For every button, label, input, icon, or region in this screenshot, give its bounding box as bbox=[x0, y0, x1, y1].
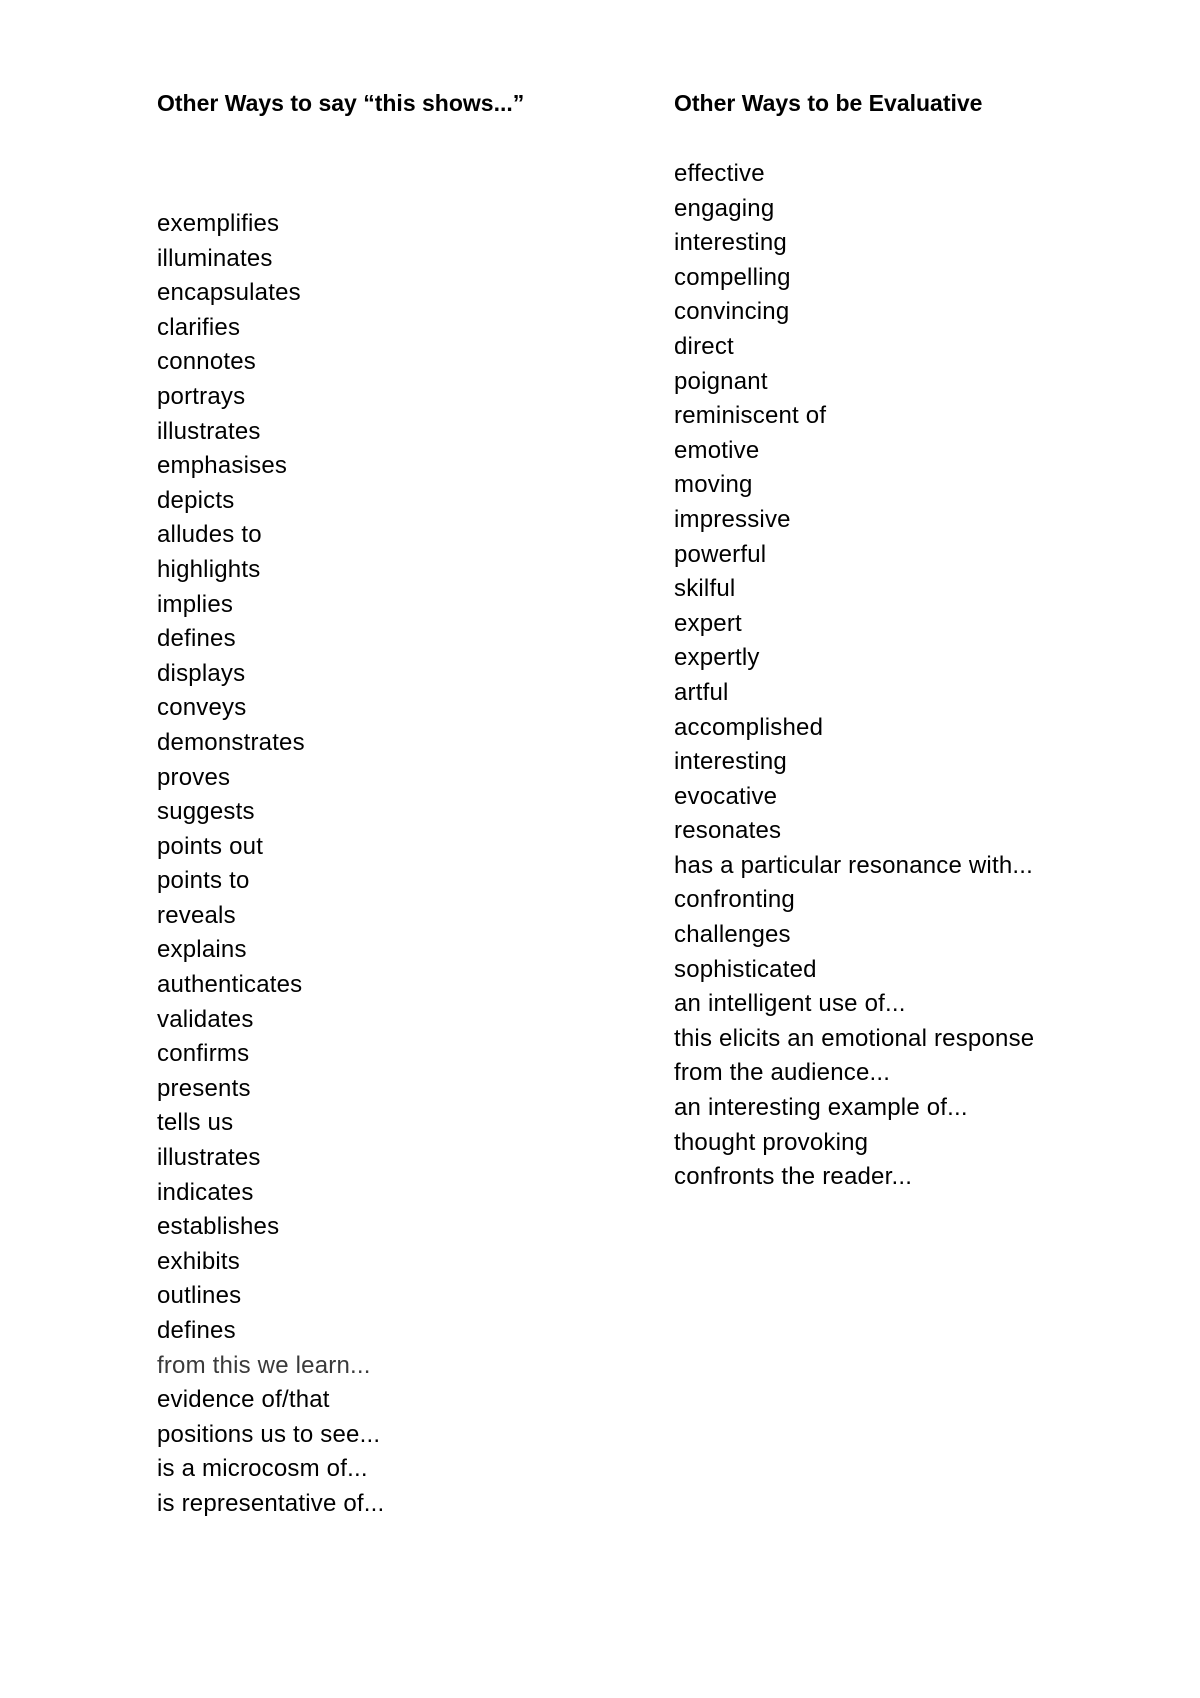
list-item: reminiscent of bbox=[674, 402, 827, 430]
list-item: points to bbox=[157, 867, 250, 895]
list-item: challenges bbox=[674, 921, 791, 949]
list-item: suggests bbox=[157, 798, 255, 826]
list-item: clarifies bbox=[157, 313, 241, 341]
list-item: encapsulates bbox=[157, 279, 301, 307]
left-word-list bbox=[157, 207, 384, 1522]
list-item: implies bbox=[157, 590, 234, 618]
list-item: has a particular resonance with... bbox=[674, 851, 1033, 879]
list-item: sophisticated bbox=[674, 955, 817, 983]
list-item: is representative of... bbox=[157, 1489, 385, 1517]
right-column bbox=[674, 88, 1174, 1191]
list-item: confirms bbox=[157, 1040, 250, 1068]
list-item: poignant bbox=[674, 367, 768, 395]
list-item: explains bbox=[157, 936, 247, 964]
list-item: impressive bbox=[674, 505, 791, 533]
list-item: outlines bbox=[157, 1282, 242, 1310]
list-item: an intelligent use of... bbox=[674, 990, 906, 1018]
list-item: defines bbox=[157, 1317, 236, 1344]
list-item: demonstrates bbox=[157, 728, 305, 756]
list-item: interesting bbox=[674, 229, 787, 257]
list-item: connotes bbox=[157, 348, 257, 376]
left-column bbox=[157, 88, 657, 1517]
list-item: portrays bbox=[157, 382, 246, 410]
list-item: alludes to bbox=[157, 521, 262, 549]
list-item: convincing bbox=[674, 298, 790, 326]
list-item: confronting bbox=[674, 886, 795, 914]
list-item: authenticates bbox=[157, 971, 303, 999]
list-item: exemplifies bbox=[157, 210, 280, 237]
list-item: resonates bbox=[674, 817, 782, 845]
list-item: emphasises bbox=[157, 452, 288, 480]
list-item: exhibits bbox=[157, 1247, 240, 1275]
list-item: presents bbox=[157, 1074, 251, 1102]
list-item: illuminates bbox=[157, 244, 273, 272]
list-item: powerful bbox=[674, 540, 767, 568]
list-item: thought provoking bbox=[674, 1128, 869, 1156]
list-item: establishes bbox=[157, 1213, 280, 1241]
list-item: accomplished bbox=[674, 713, 824, 741]
list-item: proves bbox=[157, 763, 231, 791]
list-item: an interesting example of... bbox=[674, 1094, 968, 1122]
list-item: depicts bbox=[157, 486, 235, 514]
list-item: validates bbox=[157, 1005, 254, 1033]
right-word-list bbox=[674, 157, 1034, 1195]
list-item: compelling bbox=[674, 263, 791, 291]
list-item: points out bbox=[157, 832, 264, 860]
list-item: confronts the reader... bbox=[674, 1163, 913, 1191]
list-item: positions us to see... bbox=[157, 1420, 381, 1448]
list-item: tells us bbox=[157, 1109, 234, 1137]
list-item: expertly bbox=[674, 644, 760, 672]
list-item: effective bbox=[674, 160, 765, 187]
list-item: artful bbox=[674, 678, 729, 706]
list-item: defines bbox=[157, 625, 236, 653]
list-item: is a microcosm of... bbox=[157, 1455, 368, 1483]
list-item: evocative bbox=[674, 782, 778, 810]
list-item: direct bbox=[674, 332, 734, 360]
list-item: displays bbox=[157, 659, 246, 687]
list-item: indicates bbox=[157, 1178, 254, 1206]
list-item: engaging bbox=[674, 194, 775, 222]
list-item: emotive bbox=[674, 436, 760, 464]
list-item: illustrates bbox=[157, 1144, 261, 1172]
right-column-heading: Other Ways to be Evaluative bbox=[674, 90, 983, 116]
list-item: evidence of/that bbox=[157, 1386, 330, 1414]
list-item: illustrates bbox=[157, 417, 261, 445]
list-item: from the audience... bbox=[674, 1059, 891, 1087]
list-item: this elicits an emotional response bbox=[674, 1024, 1035, 1052]
list-item: highlights bbox=[157, 555, 261, 583]
list-item: conveys bbox=[157, 694, 247, 722]
list-item: interesting bbox=[674, 748, 787, 776]
list-item: expert bbox=[674, 609, 742, 637]
list-item: skilful bbox=[674, 575, 736, 603]
list-item: reveals bbox=[157, 901, 236, 929]
list-item: moving bbox=[674, 471, 753, 499]
list-item: from this we learn... bbox=[157, 1351, 371, 1379]
left-column-heading: Other Ways to say “this shows...” bbox=[157, 90, 525, 116]
